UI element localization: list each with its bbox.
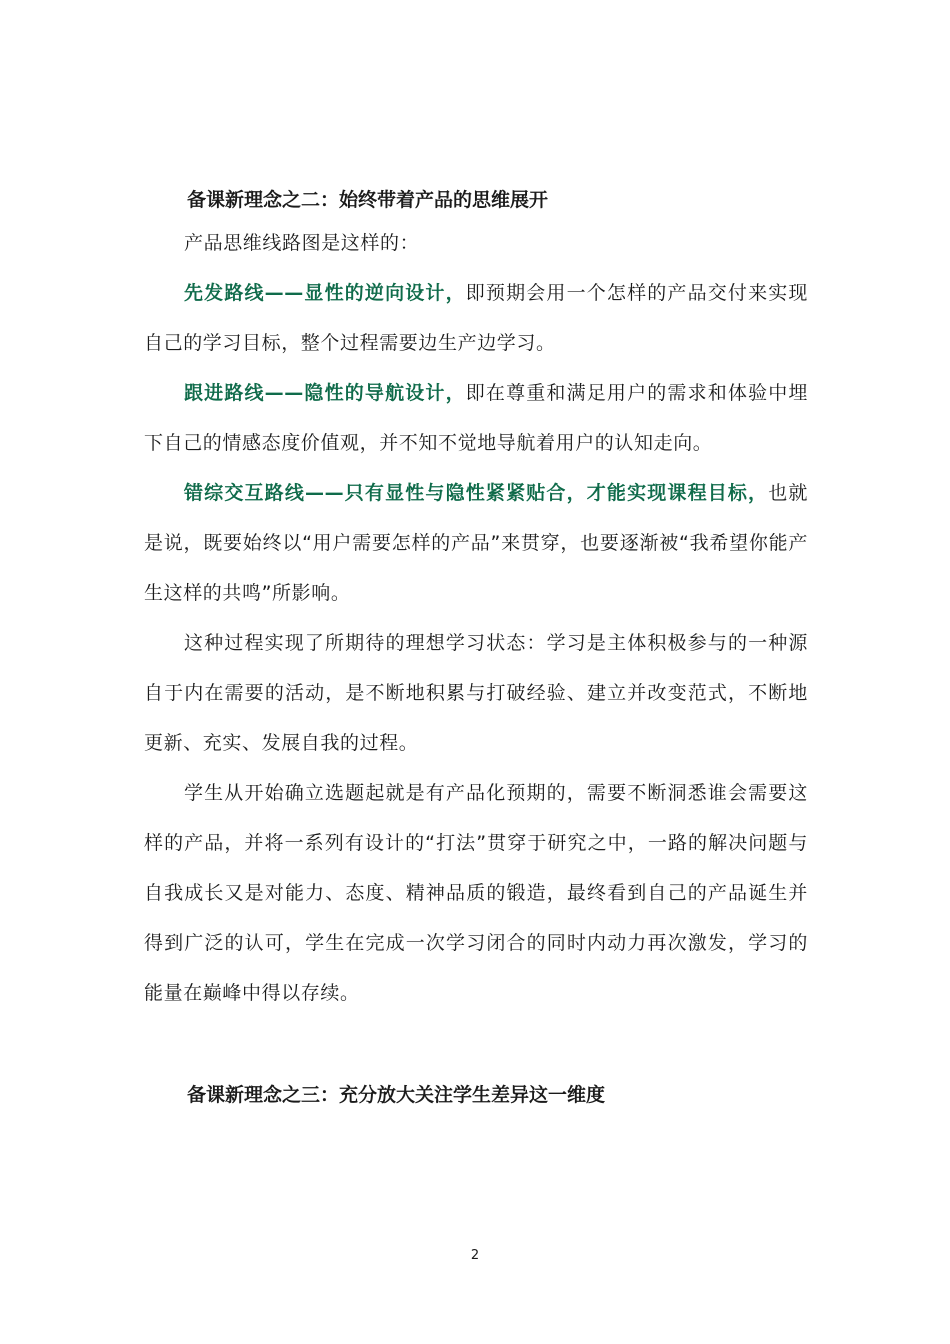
learning-state-paragraph: 这种过程实现了所期待的理想学习状态：学习是主体积极参与的一种源自于内在需要的活动，是不断地积累与打破经验、建立并改变范式，不断地更新、充实、发展自我的过程。 — [144, 632, 808, 754]
route-3-label: 错综交互路线——只有显性与隐性紧紧贴合，才能实现课程目标， — [184, 482, 769, 504]
route-2-paragraph — [144, 368, 808, 468]
intro-paragraph: 产品思维线路图是这样的： — [184, 232, 420, 254]
route-1-paragraph — [144, 268, 808, 368]
student-product-paragraph: 学生从开始确立选题起就是有产品化预期的，需要不断洞悉谁会需要这样的产品，并将一系列有设计的“打法”贯穿于研究之中，一路的解决问题与自我成长又是对能力、态度、精神品质的锻造，最终看到自己的产品诞生并得到广泛的认可，学生在完成一次学习闭合的同时内动力再次激发，学习的能量在巅峰中得以存续。 — [144, 782, 808, 1004]
route-1-label: 先发路线——显性的逆向设计， — [184, 282, 466, 304]
page-number: 2 — [470, 1248, 480, 1263]
route-3-text: 也就是说，既要始终以“用户需要怎样的产品”来贯穿，也要逐渐被“我希望你能产生这样的共鸣”所影响。 — [144, 482, 808, 604]
route-2-label: 跟进路线——隐性的导航设计， — [184, 382, 466, 404]
section-heading-concept-3: 备课新理念之三：充分放大关注学生差异这一维度 — [187, 1084, 606, 1106]
section-body-concept-2 — [144, 218, 808, 1018]
route-3-paragraph — [144, 468, 808, 618]
route-2-text: 即在尊重和满足用户的需求和体验中埋下自己的情感态度价值观，并不知不觉地导航着用户的认知走向。 — [144, 382, 808, 454]
route-1-text: 即预期会用一个怎样的产品交付来实现自己的学习目标，整个过程需要边生产边学习。 — [144, 282, 808, 354]
section-heading-concept-2: 备课新理念之二：始终带着产品的思维展开 — [187, 189, 549, 211]
